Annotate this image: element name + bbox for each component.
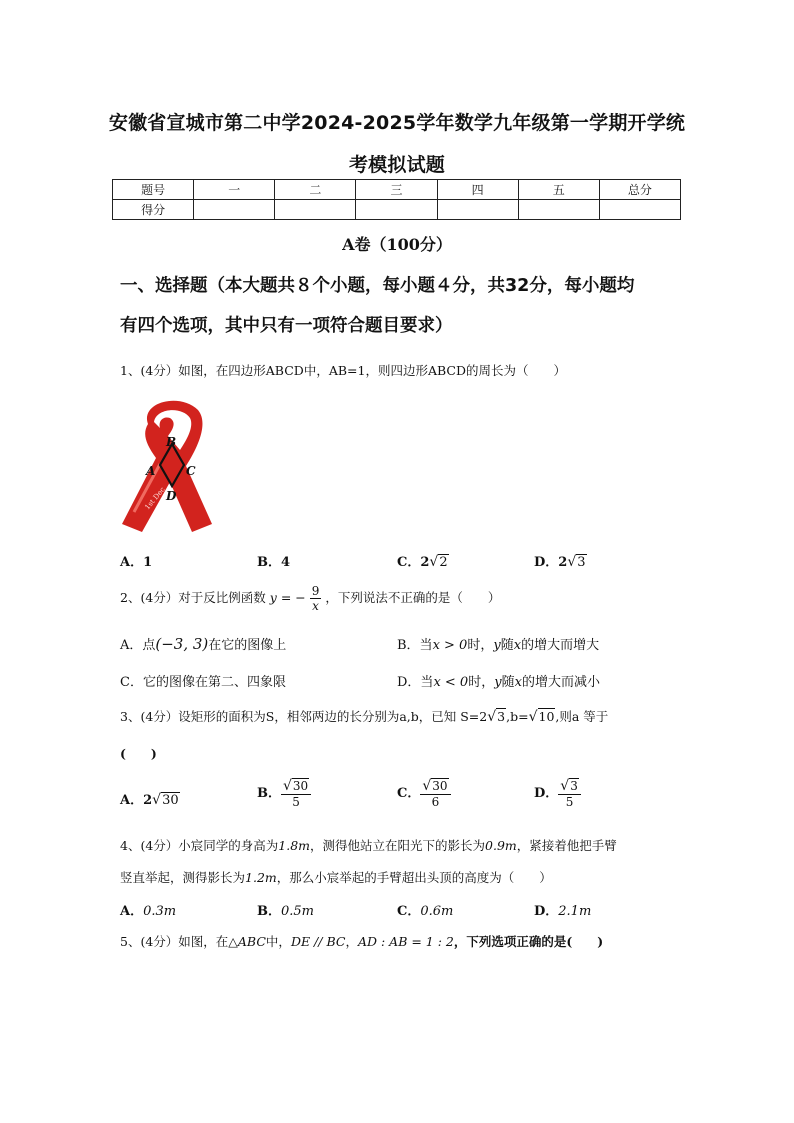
q3-stem-mid: ,b= bbox=[506, 709, 529, 724]
q4-l2-b: ，那么小宸举起的手臂超出头顶的高度为（ ） bbox=[276, 870, 552, 885]
q3-c-num: 30 bbox=[432, 779, 448, 793]
exam-title-line2: 考模拟试题 bbox=[348, 154, 445, 176]
vertex-label-a: A bbox=[146, 464, 156, 478]
q2-d-post: 的增大而减小 bbox=[521, 675, 600, 690]
q3-d-den: 5 bbox=[565, 795, 574, 809]
ribbon-text: 1st Dec bbox=[143, 485, 167, 512]
q4-l1-c: ，紧接着他把手臂 bbox=[516, 838, 617, 853]
q4-a-prefix: A． bbox=[120, 904, 144, 919]
question-5-stem bbox=[120, 932, 603, 950]
q2-b-y: y bbox=[493, 638, 501, 653]
ribbon-figure bbox=[120, 392, 216, 532]
q4-b-prefix: B． bbox=[257, 904, 281, 919]
score-header-cell: 总分 bbox=[599, 180, 680, 200]
section-heading-line1: 一、选择题（本大题共８个小题，每小题４分，共32分，每小题均 bbox=[120, 276, 635, 296]
q3-answer-paren: ( ) bbox=[120, 746, 157, 761]
q1-option-c-prefix: C．2 bbox=[397, 555, 430, 570]
score-header-cell: 三 bbox=[356, 180, 437, 200]
score-table-score-row bbox=[113, 200, 681, 220]
q5-tri: △ABC bbox=[228, 934, 266, 949]
q2-c-text: C．它的图像在第二、四象限 bbox=[120, 675, 286, 690]
q2-a-post: 在它的图像上 bbox=[208, 638, 287, 653]
q2-func-num: 9 bbox=[311, 584, 320, 598]
q2-d-x: x bbox=[514, 675, 522, 690]
score-cell bbox=[194, 200, 275, 220]
question-2-stem bbox=[120, 584, 500, 613]
q3-b-num: 30 bbox=[292, 779, 309, 793]
q3-a-radicand: 30 bbox=[162, 793, 179, 808]
q3-c-prefix: C． bbox=[397, 786, 421, 801]
q2-b-x: x bbox=[513, 638, 522, 653]
q4-l1-a: 4、(4分）小宸同学的身高为 bbox=[120, 838, 279, 853]
q4-l2-a: 竖直举起，测得影长为 bbox=[120, 870, 246, 885]
q2-b-mid2: 随 bbox=[500, 638, 514, 653]
score-cell bbox=[437, 200, 518, 220]
q1-option-c[interactable]: C．2√2 bbox=[397, 554, 448, 570]
question-4-line2 bbox=[120, 868, 552, 886]
q2-a-point: (−3, 3) bbox=[155, 635, 209, 653]
score-table bbox=[112, 179, 681, 220]
q1-option-b-text: B．4 bbox=[257, 555, 291, 570]
paper-part-heading: A卷（100分） bbox=[342, 235, 452, 254]
score-cell bbox=[518, 200, 599, 220]
q3-option-b[interactable]: B． $\frac{√30}{5}$ bbox=[257, 778, 311, 809]
q4-option-d[interactable] bbox=[534, 900, 591, 919]
vertex-label-b: B bbox=[166, 435, 177, 449]
score-cell bbox=[356, 200, 437, 220]
q5-ratio: AD : AB = 1 : 2 bbox=[357, 934, 454, 949]
q3-option-a[interactable]: A．2√30 bbox=[120, 792, 179, 808]
section-heading-line2: 有四个选项，其中只有一项符合题目要求） bbox=[120, 316, 453, 336]
q4-c-val: 0.6m bbox=[420, 904, 454, 919]
q3-c-den: 6 bbox=[431, 795, 440, 809]
score-header-cell: 二 bbox=[275, 180, 356, 200]
score-row-label: 得分 bbox=[113, 200, 194, 220]
q2-option-a[interactable] bbox=[120, 634, 286, 653]
q1-option-d[interactable]: D．2√3 bbox=[534, 554, 586, 570]
q3-option-d[interactable]: D． $\frac{√3}{5}$ bbox=[534, 778, 581, 809]
q3-stem-pre: 3、(4分）设矩形的面积为S，相邻两边的长分别为a,b，已知 S=2 bbox=[120, 709, 488, 724]
vertex-label-c: C bbox=[186, 464, 196, 478]
q1-option-a-text: A．1 bbox=[120, 555, 153, 570]
exam-title-line1: 安徽省宣城市第二中学2024-2025学年数学九年级第一学期开学统 bbox=[108, 112, 686, 134]
score-header-cell: 一 bbox=[194, 180, 275, 200]
q3-b-prefix: B． bbox=[257, 786, 281, 801]
score-header-cell: 四 bbox=[437, 180, 518, 200]
q2-d-y: y bbox=[494, 675, 502, 690]
q2-d-mid2: 随 bbox=[501, 675, 515, 690]
q4-b-val: 0.5m bbox=[281, 904, 315, 919]
q2-b-post: 的增大而增大 bbox=[521, 638, 600, 653]
q4-l1-v1: 1.8m bbox=[278, 838, 311, 853]
q4-d-val: 2.1m bbox=[558, 904, 592, 919]
q4-option-b[interactable] bbox=[257, 900, 314, 919]
q4-option-c[interactable] bbox=[397, 900, 453, 919]
q5-mid2: ， bbox=[345, 934, 358, 949]
q3-option-c[interactable]: C． $\frac{√30}{6}$ bbox=[397, 778, 451, 809]
q3-s-radicand: 3 bbox=[497, 709, 506, 724]
q2-option-d[interactable] bbox=[397, 671, 600, 690]
q4-option-a[interactable] bbox=[120, 900, 176, 919]
q1-option-a[interactable] bbox=[120, 551, 152, 570]
q4-l2-v: 1.2m bbox=[245, 870, 277, 885]
q5-pre: 5、(4分）如图，在 bbox=[120, 934, 229, 949]
q3-d-prefix: D． bbox=[534, 786, 559, 801]
q2-b-cond: x > 0 bbox=[432, 638, 468, 653]
q3-stem-post: ,则a 等于 bbox=[555, 709, 609, 724]
q2-func-fraction bbox=[310, 584, 322, 613]
q1-option-b[interactable] bbox=[257, 551, 290, 570]
q2-option-c[interactable] bbox=[120, 671, 286, 690]
q4-a-val: 0.3m bbox=[143, 904, 177, 919]
q2-b-pre: B．当 bbox=[397, 638, 433, 653]
question-3-stem: 3、(4分）设矩形的面积为S，相邻两边的长分别为a,b，已知 S=2√3,b=√10,则a 等于 bbox=[120, 709, 609, 725]
q5-para: DE // BC bbox=[290, 934, 346, 949]
q4-c-prefix: C． bbox=[397, 904, 421, 919]
q2-stem-pre: 2、(4分）对于反比例函数 bbox=[120, 590, 266, 605]
q2-a-pre: A．点 bbox=[120, 638, 156, 653]
q4-l1-v2: 0.9m bbox=[485, 838, 517, 853]
score-table-header-row bbox=[113, 180, 681, 200]
q4-l1-b: ，测得他站立在阳光下的影长为 bbox=[310, 838, 486, 853]
question-4-line1 bbox=[120, 836, 617, 854]
q1-option-d-prefix: D．2 bbox=[534, 555, 568, 570]
q1-option-d-radicand: 3 bbox=[577, 555, 586, 570]
q3-d-num: 3 bbox=[570, 779, 578, 793]
score-header-cell: 五 bbox=[518, 180, 599, 200]
q3-b-den: 5 bbox=[292, 795, 300, 809]
score-header-cell: 题号 bbox=[113, 180, 194, 200]
q2-d-pre: D．当 bbox=[397, 675, 434, 690]
vertex-label-d: D bbox=[166, 489, 177, 503]
q2-option-b[interactable] bbox=[397, 634, 599, 653]
score-cell bbox=[275, 200, 356, 220]
q1-option-c-radicand: 2 bbox=[439, 555, 448, 570]
q2-d-mid: 时， bbox=[468, 675, 495, 690]
q2-func-lhs: y = − bbox=[269, 590, 306, 605]
q2-func-den: x bbox=[312, 599, 319, 613]
q2-d-cond: x < 0 bbox=[433, 675, 469, 690]
q3-a-prefix: A．2 bbox=[120, 793, 153, 808]
q5-post: ，下列选项正确的是( ) bbox=[453, 934, 604, 949]
q4-d-prefix: D． bbox=[534, 904, 559, 919]
q5-mid1: 中， bbox=[265, 934, 291, 949]
question-1-stem: 1、(4分）如图，在四边形ABCD中，AB=1，则四边形ABCD的周长为（ ） bbox=[120, 363, 566, 378]
q2-b-mid: 时， bbox=[467, 638, 494, 653]
q3-b-radicand: 10 bbox=[538, 709, 555, 724]
score-cell bbox=[599, 200, 680, 220]
q2-stem-post: ，下列说法不正确的是（ ） bbox=[325, 590, 501, 605]
